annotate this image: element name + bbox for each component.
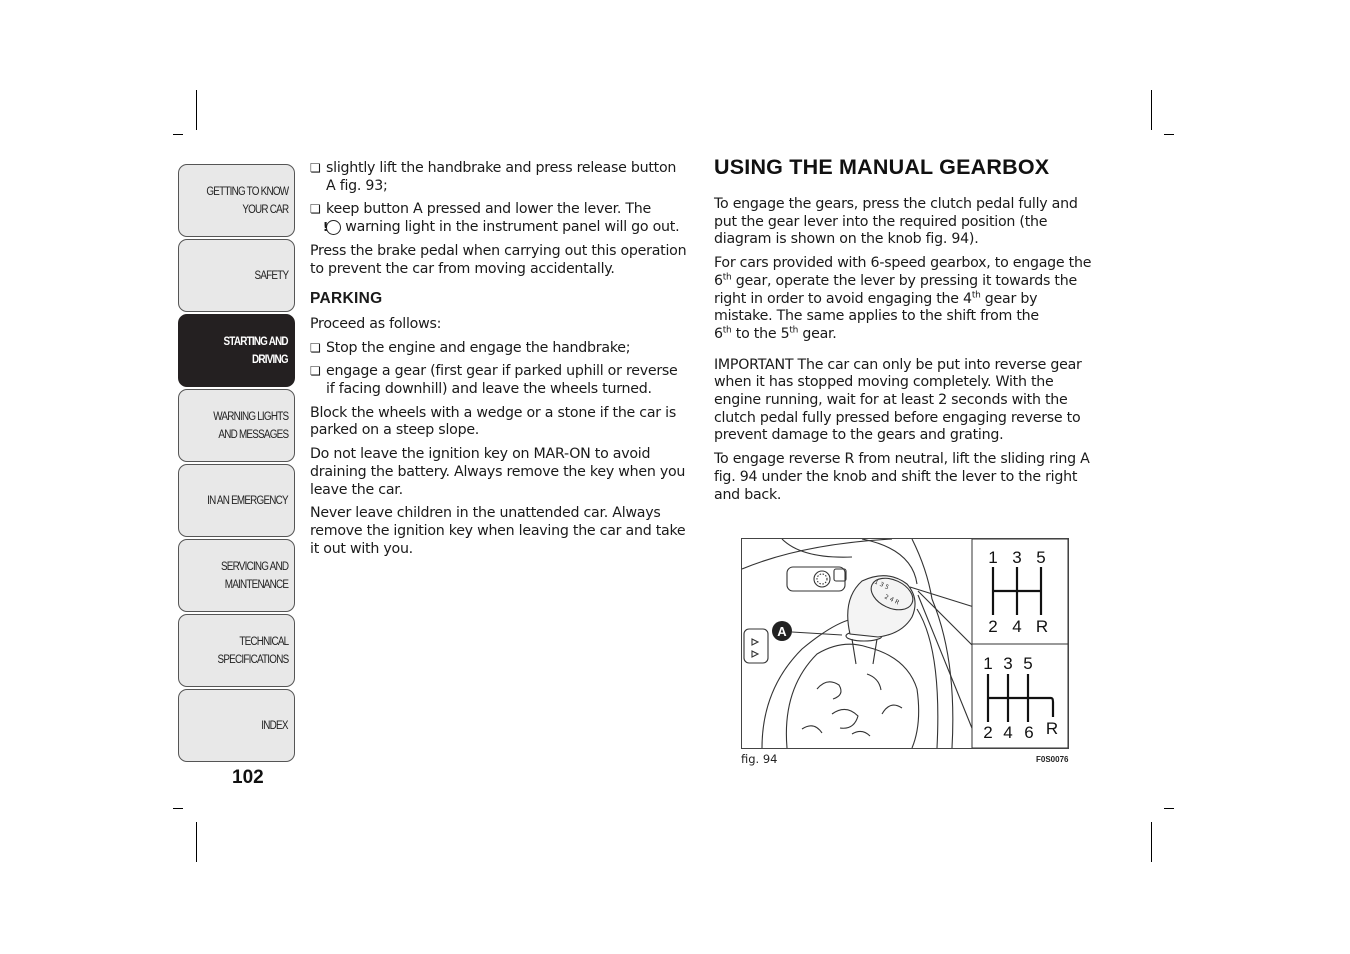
crop-mark [196, 822, 197, 862]
gear-label: 2 [983, 723, 993, 742]
gear-pattern-5-speed [988, 548, 1048, 636]
page-title: USING THE MANUAL GEARBOX [714, 155, 1050, 179]
body-paragraph: Do not leave the ignition key on MAR-ON to avoid draining the battery. Always remove the key when you leave the car. [310, 446, 686, 498]
text-run: gear. [798, 325, 837, 342]
crop-mark [1164, 808, 1174, 809]
list-item [310, 201, 688, 236]
gear-label: 1 [988, 548, 998, 567]
gear-label: 1 [983, 654, 993, 673]
body-paragraph: To engage the gears, press the clutch pedal fully and put the gear lever into the required position (the diagram is shown on the knob fig. 94). [714, 196, 1078, 248]
superscript: th [722, 272, 732, 283]
text-run: gear, operate the lever by pressing it towards the right in order to avoid engaging the 4 [714, 272, 1077, 307]
sidebar-item-label: INDEX [261, 719, 288, 732]
sidebar-item-label: WARNING LIGHTS AND MESSAGES [212, 410, 288, 441]
sidebar-item-servicing[interactable] [178, 539, 295, 612]
text-run: gear by mistake. The same applies to the shift from the [714, 290, 1039, 325]
list-item-text: keep button A pressed and lower the lever. The [326, 201, 652, 218]
sidebar-item-warning-lights[interactable] [178, 389, 295, 462]
body-paragraph: Proceed as follows: [310, 315, 442, 332]
right-column [714, 196, 1098, 510]
crop-mark [196, 90, 197, 130]
knob-label: 1 3 5 [873, 578, 890, 592]
superscript: th [971, 289, 981, 300]
body-paragraph: To engage reverse R from neutral, lift the sliding ring A fig. 94 under the knob and shift the lever to the right and back. [714, 451, 1090, 503]
body-paragraph: Never leave children in the unattended car. Always remove the ignition key when leaving the car and take it out with you. [310, 505, 686, 557]
gear-lever-illustration [742, 539, 1068, 748]
list-item: ❏ Stop the engine and engage the handbrake; [310, 340, 688, 358]
body-paragraph: Block the wheels with a wedge or a stone if the car is parked on a steep slope. [310, 404, 676, 439]
figure-caption: fig. 94 [741, 752, 778, 766]
text-run: For cars provided with 6-speed gearbox, to engage the 6 [714, 255, 1092, 289]
body-paragraph: Press the brake pedal when carrying out this operation to prevent the car from moving accidentally. [310, 242, 687, 277]
figure-code: F0S0076 [1036, 755, 1069, 764]
gearbox-figure [741, 538, 1069, 749]
gear-label: 5 [1023, 654, 1033, 673]
sidebar-item-label: SAFETY [254, 269, 288, 282]
list-item: ❏ engage a gear (first gear if parked uphill or reverse if facing downhill) and leave the wheels turned. [310, 363, 688, 398]
crop-mark [1151, 822, 1152, 862]
gear-label: 4 [1003, 723, 1013, 742]
handbrake-warning-icon: ! [326, 220, 341, 235]
crop-mark [173, 134, 183, 135]
sidebar-item-index[interactable] [178, 689, 295, 762]
crop-mark [173, 808, 183, 809]
gear-label: 2 [988, 617, 998, 636]
sidebar-item-getting-to-know[interactable] [178, 164, 295, 237]
knob-label: 2 4 R [883, 593, 901, 607]
list-item-text: warning light in the instrument panel will go out. [345, 219, 680, 236]
text-run: 6 [714, 325, 723, 342]
text-run: to the 5 [731, 325, 790, 342]
callout-label: A [777, 624, 787, 639]
gear-label: R [1035, 617, 1049, 636]
body-paragraph [714, 255, 1098, 344]
sidebar-item-label: IN AN EMERGENCY [207, 494, 288, 507]
body-paragraph: IMPORTANT The car can only be put into reverse gear when it has stopped moving completely. With the engine running, wait for at least 2 seconds with the clutch pedal fully pressed before engaging reverse to prevent damage to the gears and grating. [714, 356, 1082, 444]
sidebar-item-label: TECHNICAL SPECIFICATIONS [217, 635, 288, 666]
crop-mark [1151, 90, 1152, 130]
page-number: 102 [232, 767, 264, 788]
gear-label: 3 [1012, 548, 1022, 567]
gear-label: 6 [1024, 723, 1034, 742]
sidebar-item-label: GETTING TO KNOW YOUR CAR [206, 185, 288, 216]
gear-label: R [1045, 719, 1059, 738]
superscript: th [722, 325, 732, 336]
crop-mark [1164, 134, 1174, 135]
section-heading: PARKING [310, 290, 383, 308]
sidebar-item-label: SERVICING AND MAINTENANCE [220, 560, 288, 591]
sidebar-item-emergency[interactable] [178, 464, 295, 537]
gear-label: 3 [1003, 654, 1013, 673]
sidebar-item-technical[interactable] [178, 614, 295, 687]
gear-label: 5 [1036, 548, 1046, 567]
left-column [310, 160, 688, 564]
gear-label: 4 [1012, 617, 1022, 636]
list-item: ❏ slightly lift the handbrake and press release button A fig. 93; [310, 160, 688, 195]
sidebar-item-label: STARTING AND DRIVING [223, 335, 288, 366]
superscript: th [789, 325, 799, 336]
sidebar-item-safety[interactable] [178, 239, 295, 312]
sidebar-item-starting-driving[interactable] [178, 314, 295, 387]
